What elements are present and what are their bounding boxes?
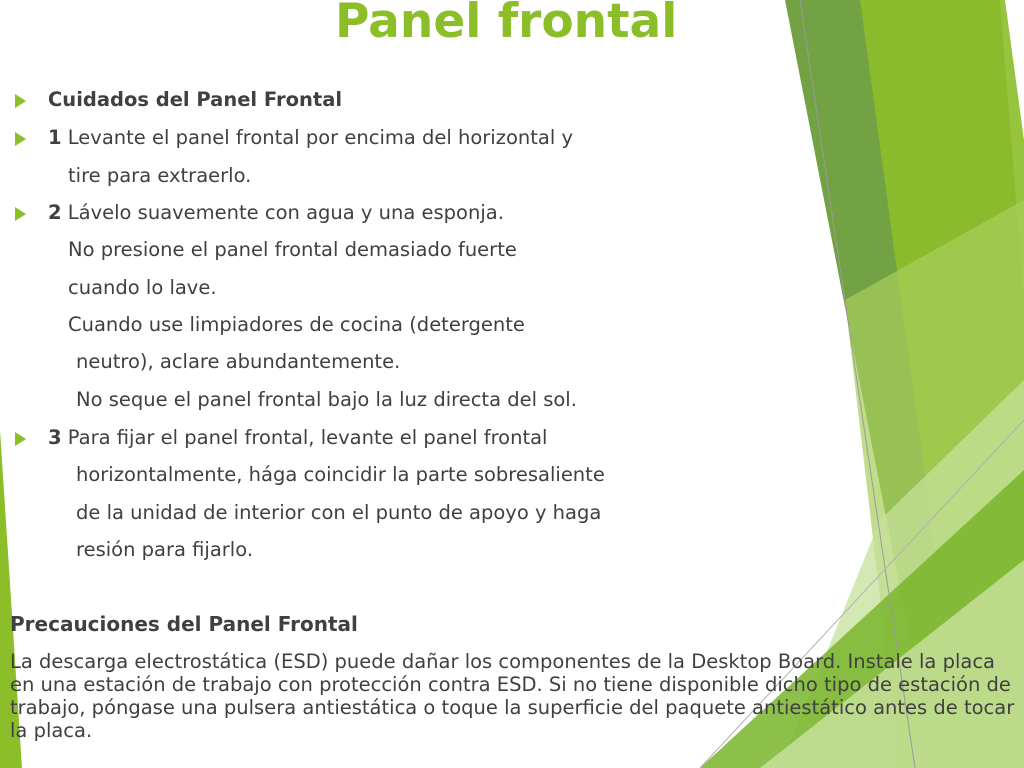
- step-2-detail: No seque el panel frontal bajo la luz directa del sol.: [76, 388, 577, 411]
- slide-title: Panel frontal: [335, 0, 678, 49]
- triangle-right-icon: [15, 94, 26, 108]
- step-1-number: 1: [48, 126, 62, 149]
- triangle-right-icon: [15, 207, 26, 221]
- triangle-right-icon: [15, 132, 26, 146]
- step-3-detail: de la unidad de interior con el punto de apoyo y haga: [76, 501, 602, 524]
- step-3-text: Para fijar el panel frontal, levante el panel frontal: [61, 426, 548, 449]
- precautions-paragraph: La descarga electrostática (ESD) puede dañar los componentes de la Desktop Board. Instale la placa en una estación de trabajo con protección contra ESD. Si no tiene disponible dicho tipo de estación de trabajo, póngase una pulsera antiestática o toque la superficie del paquete antiestático antes de tocar la placa.: [10, 650, 1015, 742]
- step-2-detail: cuando lo lave.: [68, 276, 217, 299]
- step-2-detail: No presione el panel frontal demasiado fuerte: [68, 238, 517, 261]
- step-3-number: 3: [48, 426, 62, 449]
- care-heading: Cuidados del Panel Frontal: [48, 88, 343, 111]
- precautions-heading: Precauciones del Panel Frontal: [10, 612, 358, 636]
- step-1-line: [48, 126, 573, 150]
- step-2-text: Lávelo suavemente con agua y una esponja.: [61, 201, 504, 224]
- step-3-line: [48, 426, 547, 450]
- step-1-continuation: tire para extraerlo.: [68, 164, 252, 187]
- step-3-detail: resión para fijarlo.: [76, 538, 254, 561]
- step-2-line: [48, 201, 504, 225]
- step-2-detail: Cuando use limpiadores de cocina (detergente: [68, 313, 525, 336]
- step-1-text: Levante el panel frontal por encima del horizontal y: [61, 126, 574, 149]
- step-2-detail: neutro), aclare abundantemente.: [76, 350, 401, 373]
- triangle-right-icon: [15, 432, 26, 446]
- step-3-detail: horizontalmente, hága coincidir la parte sobresaliente: [76, 463, 605, 486]
- step-2-number: 2: [48, 201, 62, 224]
